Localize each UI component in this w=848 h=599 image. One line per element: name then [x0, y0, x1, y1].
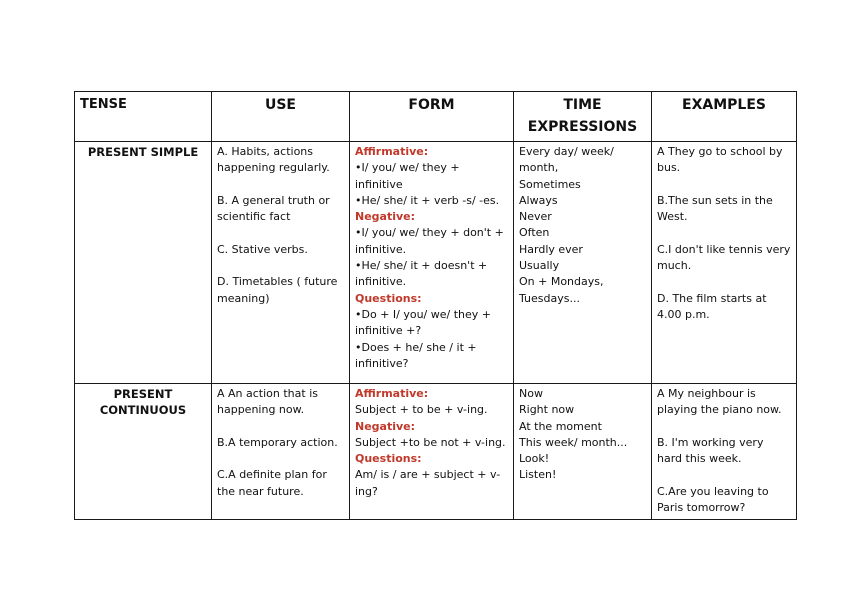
- time-cell: [514, 384, 652, 520]
- time-item: Hardly ever: [519, 242, 583, 256]
- negative-label: Negative:: [355, 419, 416, 433]
- time-item: Always: [519, 193, 558, 207]
- form-line: Subject +to be not + v-ing.: [355, 435, 506, 449]
- time-item: This week/ month...: [519, 435, 628, 449]
- time-item: Every day/ week/ month,: [519, 145, 614, 175]
- examples-cell: [652, 384, 797, 520]
- header-examples: EXAMPLES: [652, 92, 797, 142]
- use-item: B. A general truth or scientific fact: [217, 193, 330, 224]
- time-item: On + Mondays, Tuesdays...: [519, 275, 604, 305]
- use-item: C. Stative verbs.: [217, 242, 308, 256]
- form-line: Subject + to be + v-ing.: [355, 403, 488, 417]
- use-item: C.A definite plan for the near future.: [217, 468, 327, 498]
- header-tense: TENSE: [75, 92, 212, 142]
- grammar-table: [74, 91, 797, 520]
- header-use: USE: [212, 92, 350, 142]
- example-item: B.The sun sets in the West.: [657, 193, 773, 224]
- tense-name: PRESENT SIMPLE: [75, 142, 212, 384]
- tense-name-line: CONTINUOUS: [99, 403, 187, 417]
- example-item: C.Are you leaving to Paris tomorrow?: [657, 484, 769, 515]
- tense-name-line: PRESENT: [113, 387, 173, 401]
- questions-label: Questions:: [355, 452, 422, 466]
- form-cell: [350, 384, 514, 520]
- questions-label: Questions:: [355, 291, 422, 305]
- time-item: Right now: [519, 403, 575, 417]
- use-item: B.A temporary action.: [217, 435, 338, 449]
- time-cell: [514, 142, 652, 384]
- tense-name: [75, 384, 212, 520]
- form-line: •He/ she/ it + doesn't + infinitive.: [355, 259, 488, 289]
- table-row: [75, 384, 797, 520]
- affirmative-label: Affirmative:: [355, 145, 429, 158]
- example-item: A They go to school by bus.: [657, 145, 783, 175]
- form-line: •Does + he/ she / it + infinitive?: [355, 340, 477, 370]
- form-line: •He/ she/ it + verb -s/ -es.: [355, 193, 500, 207]
- time-item: Listen!: [519, 468, 557, 482]
- time-item: At the moment: [519, 419, 602, 433]
- time-item: Never: [519, 210, 552, 224]
- use-item: D. Timetables ( future meaning): [217, 275, 338, 305]
- use-cell: [212, 384, 350, 520]
- time-item: Now: [519, 387, 543, 400]
- time-item: Often: [519, 226, 550, 240]
- form-line: •Do + I/ you/ we/ they + infinitive +?: [355, 307, 492, 338]
- time-item: Sometimes: [519, 177, 581, 191]
- form-line: •I/ you/ we/ they + don't + infinitive.: [355, 226, 504, 256]
- form-line: •I/ you/ we/ they + infinitive: [355, 161, 460, 191]
- form-line: Am/ is / are + subject + v-ing?: [355, 468, 501, 498]
- use-cell: [212, 142, 350, 384]
- affirmative-label: Affirmative:: [355, 387, 429, 400]
- examples-cell: [652, 142, 797, 384]
- negative-label: Negative:: [355, 210, 416, 224]
- example-item: C.I don't like tennis very much.: [657, 242, 791, 273]
- example-item: D. The film starts at 4.00 p.m.: [657, 291, 767, 321]
- form-cell: [350, 142, 514, 384]
- header-form: FORM: [350, 92, 514, 142]
- time-item: Look!: [519, 452, 550, 466]
- use-item: A An action that is happening now.: [217, 387, 318, 417]
- example-item: A My neighbour is playing the piano now.: [657, 387, 782, 417]
- header-row: [75, 92, 797, 142]
- use-item: A. Habits, actions happening regularly.: [217, 145, 330, 175]
- time-item: Usually: [519, 259, 560, 273]
- header-time-expressions: TIME EXPRESSIONS: [514, 92, 652, 142]
- table-row: [75, 142, 797, 384]
- example-item: B. I'm working very hard this week.: [657, 435, 764, 466]
